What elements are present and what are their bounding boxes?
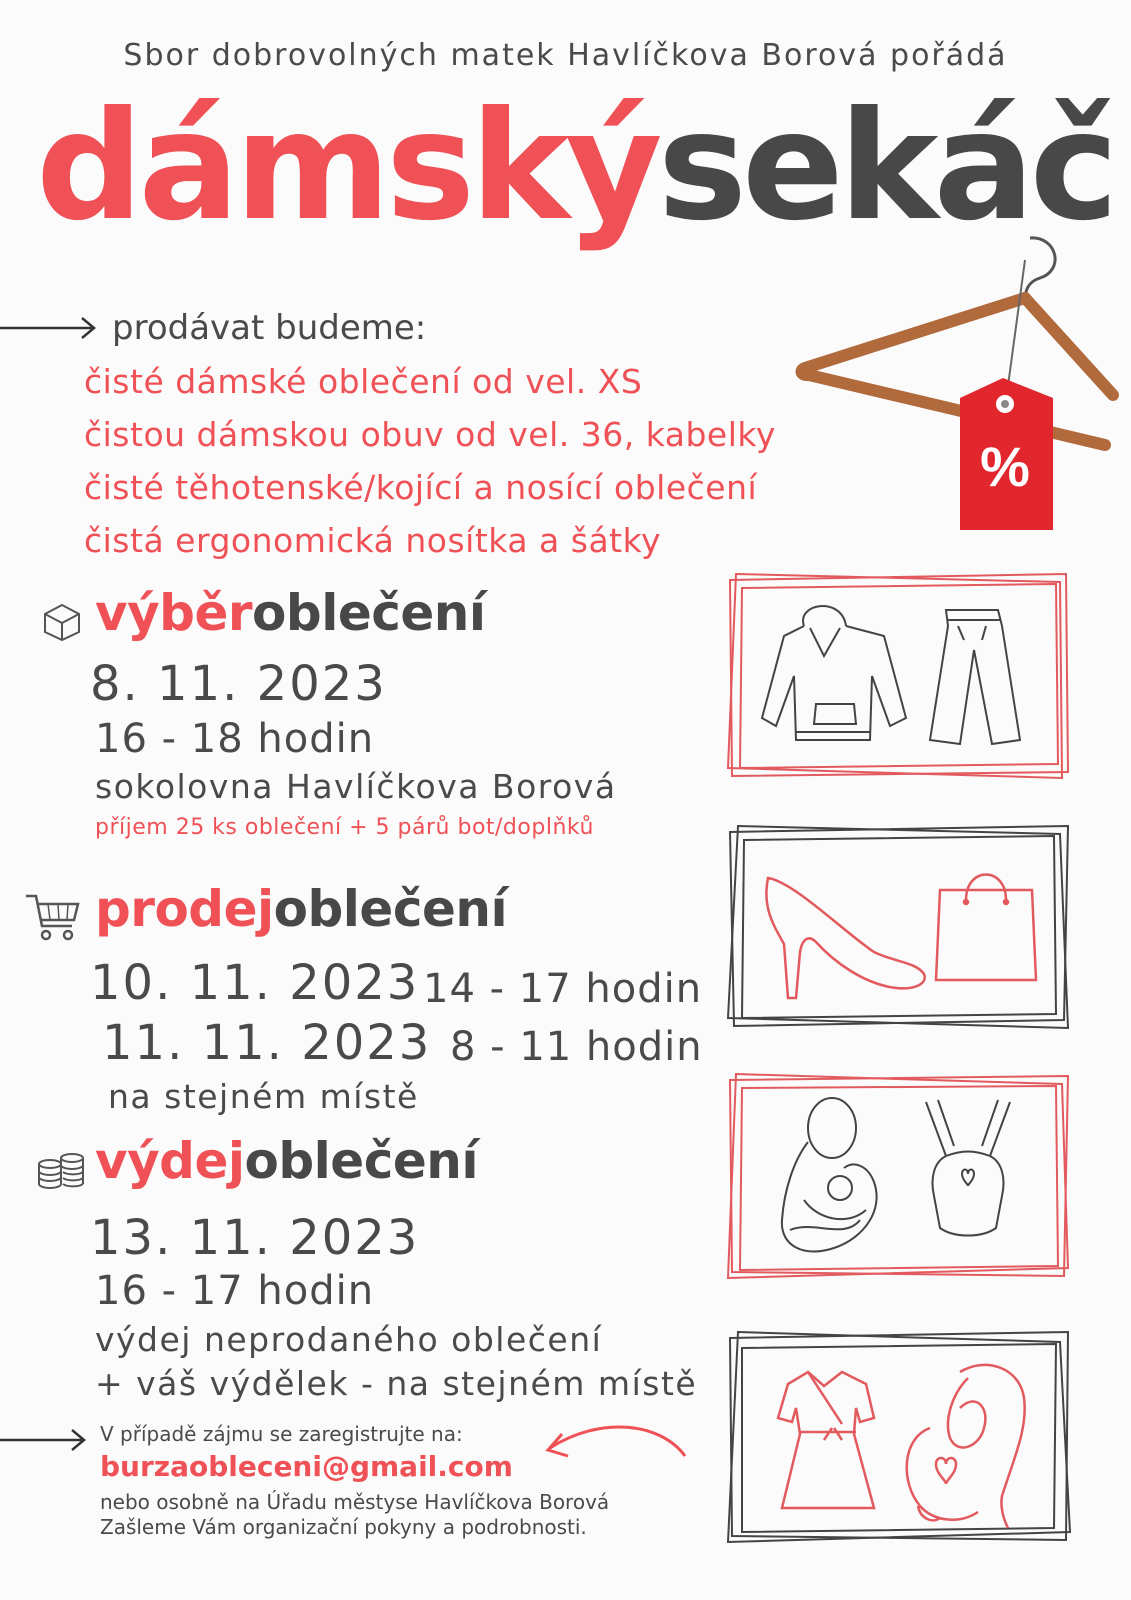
title-part-red: dámský	[36, 80, 658, 254]
sale-date-1: 10. 11. 2023	[90, 955, 420, 1011]
clothing-illustration	[724, 568, 1074, 783]
selling-item: čistá ergonomická nosítka a šátky	[84, 521, 662, 560]
dress-icon	[778, 1372, 874, 1508]
return-heading-dark: oblečení	[244, 1132, 479, 1190]
intake-heading-red: výběr	[95, 584, 253, 642]
return-hours: 16 - 17 hodin	[95, 1268, 375, 1314]
intake-note: příjem 25 ks oblečení + 5 párů bot/doplňků	[95, 815, 594, 840]
return-line-2: + váš výdělek - na stejném místě	[95, 1364, 698, 1403]
sale-heading	[95, 880, 507, 938]
sale-place: na stejném místě	[108, 1077, 419, 1116]
registration-email[interactable]: burzaobleceni@gmail.com	[100, 1450, 513, 1483]
hoodie-icon	[762, 606, 906, 740]
registration-line-1: nebo osobně na Úřadu městyse Havlíčkova Borová	[100, 1490, 610, 1514]
intake-heading	[95, 584, 486, 642]
selling-item: čisté dámské oblečení od vel. XS	[84, 362, 643, 401]
title-part-dark: sekáč	[657, 80, 1114, 254]
tag-percent: %	[980, 435, 1030, 498]
intake-place: sokolovna Havlíčkova Borová	[95, 767, 617, 806]
babywear-illustration	[724, 1070, 1074, 1285]
hanger-icon	[795, 230, 1115, 540]
return-heading	[95, 1132, 478, 1190]
shoes-bag-illustration	[724, 822, 1074, 1032]
baby-carrier-icon	[926, 1100, 1010, 1236]
arrow-icon	[0, 315, 100, 341]
selling-intro: prodávat budeme:	[112, 308, 427, 348]
pregnant-belly-icon	[907, 1365, 1025, 1528]
sale-hours-2: 8 - 11 hodin	[450, 1024, 703, 1070]
selling-item: čistou dámskou obuv od vel. 36, kabelky	[84, 415, 776, 454]
handbag-icon	[936, 875, 1036, 981]
organizer-line: Sbor dobrovolných matek Havlíčkova Borová pořádá	[123, 38, 1008, 73]
registration-line-2: Zašleme Vám organizační pokyny a podrobnosti.	[100, 1515, 587, 1539]
return-heading-red: výdej	[95, 1132, 245, 1190]
intake-hours: 16 - 18 hodin	[95, 716, 375, 762]
sale-heading-red: prodej	[95, 880, 274, 938]
coins-icon	[36, 1152, 86, 1190]
return-line-1: výdej neprodaného oblečení	[95, 1320, 603, 1359]
return-date: 13. 11. 2023	[90, 1210, 420, 1266]
cart-icon	[24, 892, 80, 944]
trousers-icon	[930, 610, 1020, 744]
intake-heading-dark: oblečení	[252, 584, 486, 642]
box-icon	[42, 602, 82, 642]
registration-intro: V případě zájmu se zaregistrujte na:	[100, 1422, 463, 1446]
sale-heading-dark: oblečení	[273, 880, 508, 938]
sale-date-2: 11. 11. 2023	[102, 1015, 432, 1071]
high-heel-icon	[766, 878, 924, 998]
price-tag-icon	[960, 378, 1053, 530]
curved-arrow-icon	[540, 1412, 690, 1468]
page-title	[36, 80, 1114, 254]
intake-date: 8. 11. 2023	[90, 656, 387, 712]
maternity-illustration	[724, 1328, 1074, 1548]
selling-item: čisté těhotenské/kojící a nosící oblečení	[84, 468, 758, 507]
arrow-icon	[0, 1428, 90, 1452]
sale-hours-1: 14 - 17 hodin	[423, 966, 703, 1012]
mother-baby-icon	[782, 1098, 877, 1252]
